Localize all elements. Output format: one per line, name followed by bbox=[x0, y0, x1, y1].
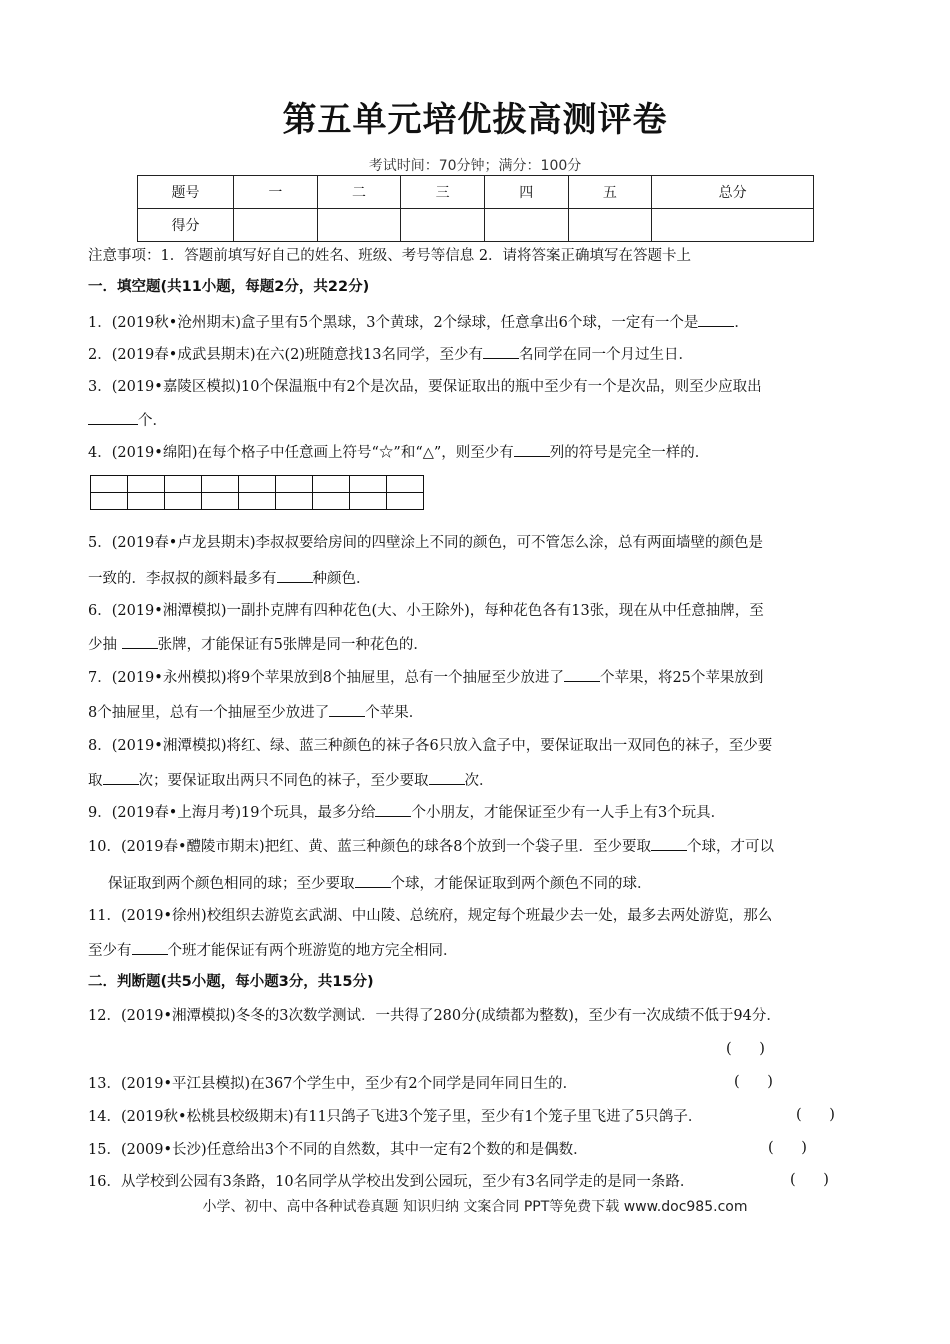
answer-blank[interactable] bbox=[375, 802, 411, 817]
footer-text: 小学、初中、高中各种试卷真题 知识归纳 文案合同 PPT等免费下载 www.doc985.com bbox=[202, 1199, 748, 1215]
question-13: 13．(2019•平江县模拟)在367个学生中，至少有2个同学是同年同日生的． bbox=[88, 1076, 578, 1092]
question-10-line-2 bbox=[108, 873, 898, 894]
question-text: 次． bbox=[464, 773, 494, 789]
grid-cell[interactable] bbox=[128, 493, 165, 510]
answer-parentheses[interactable]: ( ) bbox=[790, 1172, 829, 1188]
answer-blank[interactable] bbox=[277, 568, 313, 583]
question-text: 少抽 bbox=[88, 637, 122, 653]
answer-blank[interactable] bbox=[514, 442, 550, 457]
question-9 bbox=[88, 802, 878, 823]
answer-blank[interactable] bbox=[132, 940, 168, 955]
question-15: 15．(2009•长沙)任意给出3个不同的自然数，其中一定有2个数的和是偶数． bbox=[88, 1142, 588, 1158]
question-3-line-2 bbox=[88, 410, 878, 431]
question-8-line-2 bbox=[88, 770, 878, 791]
grid-row bbox=[91, 476, 424, 493]
score-header-cell: 题号 bbox=[138, 176, 234, 209]
question-text: 次；要保证取出两只不同色的袜子，至少要取 bbox=[138, 773, 429, 789]
question-text: 一致的．李叔叔的颜料最多有 bbox=[88, 571, 277, 587]
score-cell bbox=[234, 209, 318, 242]
score-header-cell: 五 bbox=[568, 176, 652, 209]
question-1 bbox=[88, 312, 878, 333]
score-header-cell: 二 bbox=[317, 176, 401, 209]
question-text: 8个抽屉里，总有一个抽屉至少放进了 bbox=[88, 705, 330, 721]
grid-row bbox=[91, 493, 424, 510]
grid-cell[interactable] bbox=[165, 476, 202, 493]
question-text: 3．(2019•嘉陵区模拟)10个保温瓶中有2个是次品，要保证取出的瓶中至少有一个是次品，则至少应取出 bbox=[88, 379, 762, 395]
question-text: 2．(2019春•成武县期末)在六(2)班随意找13名同学，至少有 bbox=[88, 347, 483, 363]
grid-cell[interactable] bbox=[350, 493, 387, 510]
score-cell bbox=[652, 209, 814, 242]
grid-cell[interactable] bbox=[202, 476, 239, 493]
question-text: 至少有 bbox=[88, 943, 132, 959]
answer-blank[interactable] bbox=[564, 667, 600, 682]
score-table-header-row bbox=[138, 176, 814, 209]
section-heading-true-false: 二．判断题(共5小题，每小题3分，共15分) bbox=[88, 974, 374, 990]
question-text: 6．(2019•湘潭模拟)一副扑克牌有四种花色(大、小王除外)，每种花色各有13张，现在从中任意抽牌，至 bbox=[88, 603, 764, 619]
answer-parentheses[interactable]: ( ) bbox=[726, 1041, 765, 1057]
score-table-score-row bbox=[138, 209, 814, 242]
question-12: 12．(2019•湘潭模拟)冬冬的3次数学测试．一共得了280分(成绩都为整数)，至少有一次成绩不低于94分． bbox=[88, 1008, 781, 1024]
question-8 bbox=[88, 736, 878, 756]
question-text: 个． bbox=[138, 413, 167, 429]
question-16: 16．从学校到公园有3条路，10名同学从学校出发到公园玩，至少有3名同学走的是同一条路． bbox=[88, 1174, 695, 1190]
answer-blank[interactable] bbox=[355, 873, 391, 888]
answer-blank[interactable] bbox=[329, 702, 365, 717]
question-7-line-2 bbox=[88, 702, 878, 723]
question-text: 5．(2019春•卢龙县期末)李叔叔要给房间的四壁涂上不同的颜色，可不管怎么涂，总有两面墙壁的颜色是 bbox=[88, 535, 763, 551]
score-cell bbox=[401, 209, 485, 242]
score-header-cell: 一 bbox=[234, 176, 318, 209]
question-6-line-2 bbox=[88, 634, 878, 655]
question-text: ． bbox=[734, 315, 749, 331]
score-cell bbox=[317, 209, 401, 242]
question-text: 1．(2019秋•沧州期末)盒子里有5个黑球，3个黄球，2个绿球，任意拿出6个球，一定有一个是 bbox=[88, 315, 699, 331]
question-text: 列的符号是完全一样的． bbox=[549, 445, 710, 461]
grid-cell[interactable] bbox=[239, 493, 276, 510]
question-11 bbox=[88, 906, 878, 926]
grid-cell[interactable] bbox=[387, 493, 424, 510]
grid-cell[interactable] bbox=[165, 493, 202, 510]
answer-blank[interactable] bbox=[698, 312, 734, 327]
answer-parentheses[interactable]: ( ) bbox=[734, 1074, 773, 1090]
question-11-line-2 bbox=[88, 940, 878, 961]
section-heading-fill-blank: 一．填空题(共11小题，每题2分，共22分) bbox=[88, 279, 370, 295]
question-text: 7．(2019•永州模拟)将9个苹果放到8个抽屉里，总有一个抽屉至少放进了 bbox=[88, 670, 564, 686]
question-text: 保证取到两个颜色相同的球；至少要取 bbox=[108, 876, 355, 892]
question-text: 个小朋友，才能保证至少有一人手上有3个玩具． bbox=[411, 805, 726, 821]
score-row-label: 得分 bbox=[138, 209, 234, 242]
grid-cell[interactable] bbox=[128, 476, 165, 493]
answer-blank[interactable] bbox=[122, 634, 158, 649]
score-cell bbox=[484, 209, 568, 242]
grid-cell[interactable] bbox=[202, 493, 239, 510]
question-text: 8．(2019•湘潭模拟)将红、绿、蓝三种颜色的袜子各6只放入盒子中，要保证取出一双同色的袜子，至少要 bbox=[88, 738, 773, 754]
question-text: 10．(2019春•醴陵市期末)把红、黄、蓝三种颜色的球各8个放到一个袋子里．至少要取 bbox=[88, 839, 651, 855]
grid-cell[interactable] bbox=[239, 476, 276, 493]
question-2 bbox=[88, 344, 878, 365]
grid-cell[interactable] bbox=[313, 476, 350, 493]
question-text: 张牌，才能保证有5张牌是同一种花色的． bbox=[157, 637, 428, 653]
score-header-cell: 三 bbox=[401, 176, 485, 209]
question-text: 个班才能保证有两个班游览的地方完全相同． bbox=[167, 943, 458, 959]
question-text: 个苹果． bbox=[365, 705, 424, 721]
question-6 bbox=[88, 601, 878, 621]
score-table bbox=[137, 175, 814, 242]
answer-parentheses[interactable]: ( ) bbox=[796, 1107, 835, 1123]
score-header-cell: 总分 bbox=[652, 176, 814, 209]
symbol-grid bbox=[90, 475, 424, 510]
question-text: 取 bbox=[88, 773, 103, 789]
grid-cell[interactable] bbox=[313, 493, 350, 510]
question-14: 14．(2019秋•松桃县校级期末)有11只鸽子飞进3个笼子里，至少有1个笼子里飞进了5只鸽子． bbox=[88, 1109, 703, 1125]
page-title: 第五单元培优拔高测评卷 bbox=[282, 100, 668, 140]
question-text: 个球，才能保证取到两个颜色不同的球． bbox=[390, 876, 652, 892]
question-7 bbox=[88, 667, 878, 688]
question-text: 11．(2019•徐州)校组织去游览玄武湖、中山陵、总统府，规定每个班最少去一处，最多去两处游览，那么 bbox=[88, 908, 773, 924]
question-text: 种颜色． bbox=[312, 571, 371, 587]
grid-cell[interactable] bbox=[91, 493, 128, 510]
question-text: 个苹果，将25个苹果放到 bbox=[599, 670, 764, 686]
answer-parentheses[interactable]: ( ) bbox=[768, 1140, 807, 1156]
grid-cell[interactable] bbox=[91, 476, 128, 493]
score-header-cell: 四 bbox=[484, 176, 568, 209]
answer-blank[interactable] bbox=[103, 770, 139, 785]
question-10 bbox=[88, 836, 878, 857]
question-text: 名同学在同一个月过生日． bbox=[518, 347, 693, 363]
notice-text: 注意事项：1．答题前填写好自己的姓名、班级、考号等信息 2．请将答案正确填写在答题卡上 bbox=[88, 248, 692, 264]
score-cell bbox=[568, 209, 652, 242]
question-5-line-2 bbox=[88, 568, 878, 589]
grid-cell[interactable] bbox=[350, 476, 387, 493]
question-5 bbox=[88, 533, 878, 553]
answer-blank[interactable] bbox=[651, 836, 687, 851]
question-text: 个球，才可以 bbox=[686, 839, 774, 855]
exam-info: 考试时间：70分钟；满分：100分 bbox=[368, 158, 582, 174]
question-4 bbox=[88, 442, 878, 463]
question-3 bbox=[88, 377, 878, 397]
grid-cell[interactable] bbox=[276, 476, 313, 493]
grid-cell[interactable] bbox=[276, 493, 313, 510]
question-text: 4．(2019•绵阳)在每个格子中任意画上符号“☆”和“△”，则至少有 bbox=[88, 445, 514, 461]
answer-blank[interactable] bbox=[483, 344, 519, 359]
grid-cell[interactable] bbox=[387, 476, 424, 493]
question-text: 9．(2019春•上海月考)19个玩具，最多分给 bbox=[88, 805, 376, 821]
answer-blank[interactable] bbox=[429, 770, 465, 785]
answer-blank[interactable] bbox=[88, 410, 138, 425]
